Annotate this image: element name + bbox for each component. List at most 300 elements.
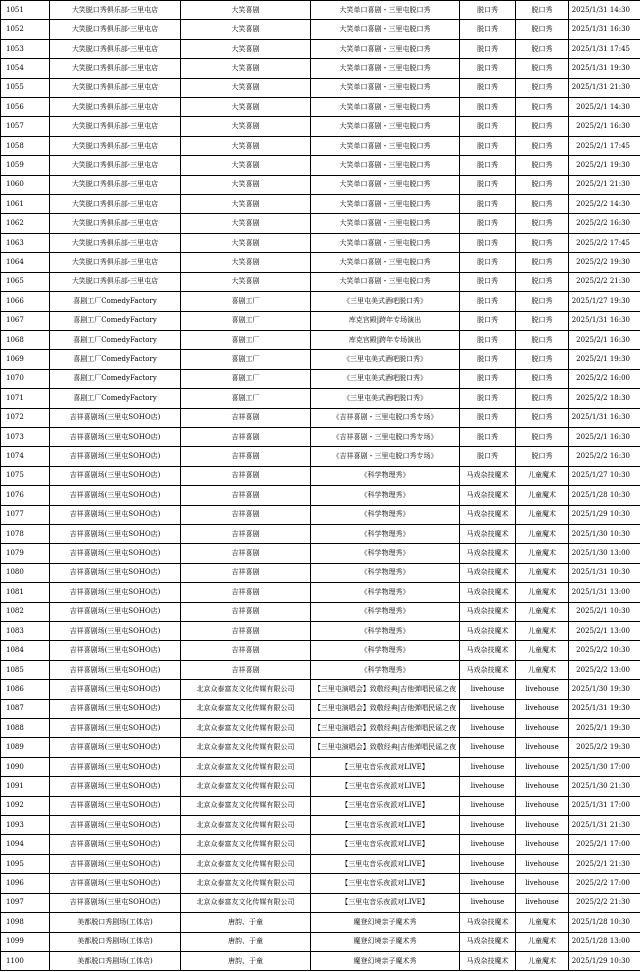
- organizer-cell: 吉祥喜剧: [181, 447, 311, 466]
- row-id: 1064: [1, 253, 50, 272]
- show-cell: 大笑单口喜剧・三里屯脱口秀: [311, 214, 460, 233]
- row-id: 1068: [1, 330, 50, 349]
- time-cell: 2025/2/2 19:30: [569, 738, 640, 757]
- row-id: 1072: [1, 408, 50, 427]
- show-cell: 【三里屯音乐夜派对LIVE】: [311, 874, 460, 893]
- subcategory-cell: 脱口秀: [516, 78, 569, 97]
- row-id: 1092: [1, 796, 50, 815]
- category-cell: livehouse: [460, 874, 516, 893]
- category-cell: 马戏杂技魔术: [460, 660, 516, 679]
- time-cell: 2025/2/1 21:30: [569, 175, 640, 194]
- table-row: [1, 59, 640, 78]
- category-cell: 脱口秀: [460, 447, 516, 466]
- venue-cell: 吉祥喜剧场(三里屯SOHO店): [50, 524, 181, 543]
- row-id: 1093: [1, 816, 50, 835]
- organizer-cell: 大笑喜剧: [181, 1, 311, 20]
- table-row: [1, 39, 640, 58]
- table-row: [1, 854, 640, 873]
- table-row: [1, 699, 640, 718]
- time-cell: 2025/2/2 18:30: [569, 389, 640, 408]
- organizer-cell: 大笑喜剧: [181, 98, 311, 117]
- organizer-cell: 喜剧工厂: [181, 292, 311, 311]
- organizer-cell: 吉祥喜剧: [181, 563, 311, 582]
- table-row: [1, 369, 640, 388]
- row-id: 1096: [1, 874, 50, 893]
- row-id: 1060: [1, 175, 50, 194]
- subcategory-cell: 儿童魔术: [516, 466, 569, 485]
- show-cell: 【三里屯演唱会】致敬经典|吉他弹唱民谣之夜: [311, 699, 460, 718]
- time-cell: 2025/1/31 17:00: [569, 796, 640, 815]
- venue-cell: 吉祥喜剧场(三里屯SOHO店): [50, 544, 181, 563]
- venue-cell: 美都脱口秀剧场(工体店): [50, 951, 181, 970]
- time-cell: 2025/1/29 10:30: [569, 505, 640, 524]
- subcategory-cell: 脱口秀: [516, 350, 569, 369]
- table-row: [1, 583, 640, 602]
- table-row: [1, 893, 640, 912]
- table-row: [1, 156, 640, 175]
- time-cell: 2025/1/29 10:30: [569, 951, 640, 970]
- time-cell: 2025/1/31 13:00: [569, 583, 640, 602]
- venue-cell: 吉祥喜剧场(三里屯SOHO店): [50, 447, 181, 466]
- organizer-cell: 大笑喜剧: [181, 20, 311, 39]
- table-row: [1, 486, 640, 505]
- category-cell: 脱口秀: [460, 408, 516, 427]
- time-cell: 2025/1/30 17:00: [569, 757, 640, 776]
- organizer-cell: 大笑喜剧: [181, 272, 311, 291]
- subcategory-cell: livehouse: [516, 757, 569, 776]
- show-cell: 大笑单口喜剧・三里屯脱口秀: [311, 272, 460, 291]
- table-row: [1, 350, 640, 369]
- subcategory-cell: 脱口秀: [516, 175, 569, 194]
- subcategory-cell: 脱口秀: [516, 39, 569, 58]
- venue-cell: 大笑脱口秀俱乐部-三里屯店: [50, 156, 181, 175]
- show-cell: 大笑单口喜剧・三里屯脱口秀: [311, 136, 460, 155]
- organizer-cell: 大笑喜剧: [181, 214, 311, 233]
- time-cell: 2025/1/31 19:30: [569, 699, 640, 718]
- venue-cell: 吉祥喜剧场(三里屯SOHO店): [50, 738, 181, 757]
- show-cell: 《科学物理秀》: [311, 563, 460, 582]
- venue-cell: 大笑脱口秀俱乐部-三里屯店: [50, 98, 181, 117]
- venue-cell: 大笑脱口秀俱乐部-三里屯店: [50, 136, 181, 155]
- table-row: [1, 78, 640, 97]
- organizer-cell: 唐韵、于童: [181, 932, 311, 951]
- show-cell: 大笑单口喜剧・三里屯脱口秀: [311, 195, 460, 214]
- organizer-cell: 北京众泰富友文化传媒有限公司: [181, 854, 311, 873]
- venue-cell: 大笑脱口秀俱乐部-三里屯店: [50, 253, 181, 272]
- table-row: [1, 389, 640, 408]
- subcategory-cell: 脱口秀: [516, 59, 569, 78]
- subcategory-cell: 儿童魔术: [516, 932, 569, 951]
- table-row: [1, 932, 640, 951]
- category-cell: 脱口秀: [460, 350, 516, 369]
- venue-cell: 吉祥喜剧场(三里屯SOHO店): [50, 427, 181, 446]
- show-cell: 【三里屯音乐夜派对LIVE】: [311, 796, 460, 815]
- row-id: 1076: [1, 486, 50, 505]
- show-cell: 【三里屯音乐夜派对LIVE】: [311, 777, 460, 796]
- subcategory-cell: 儿童魔术: [516, 660, 569, 679]
- category-cell: 脱口秀: [460, 39, 516, 58]
- subcategory-cell: 儿童魔术: [516, 602, 569, 621]
- row-id: 1077: [1, 505, 50, 524]
- time-cell: 2025/1/31 21:30: [569, 78, 640, 97]
- row-id: 1085: [1, 660, 50, 679]
- table-row: [1, 195, 640, 214]
- row-id: 1066: [1, 292, 50, 311]
- category-cell: livehouse: [460, 777, 516, 796]
- category-cell: 马戏杂技魔术: [460, 544, 516, 563]
- category-cell: livehouse: [460, 854, 516, 873]
- table-row: [1, 272, 640, 291]
- time-cell: 2025/2/2 17:45: [569, 233, 640, 252]
- organizer-cell: 喜剧工厂: [181, 330, 311, 349]
- row-id: 1069: [1, 350, 50, 369]
- table-row: [1, 796, 640, 815]
- subcategory-cell: livehouse: [516, 738, 569, 757]
- time-cell: 2025/1/31 16:30: [569, 311, 640, 330]
- show-cell: 【三里屯音乐夜派对LIVE】: [311, 757, 460, 776]
- organizer-cell: 北京众泰富友文化传媒有限公司: [181, 777, 311, 796]
- table-row: [1, 757, 640, 776]
- show-cell: 《科学物理秀》: [311, 466, 460, 485]
- table-row: [1, 175, 640, 194]
- venue-cell: 大笑脱口秀俱乐部-三里屯店: [50, 20, 181, 39]
- organizer-cell: 唐韵、于童: [181, 951, 311, 970]
- show-cell: 【三里屯演唱会】致敬经典|吉他弹唱民谣之夜: [311, 738, 460, 757]
- category-cell: 脱口秀: [460, 253, 516, 272]
- subcategory-cell: 脱口秀: [516, 311, 569, 330]
- venue-cell: 吉祥喜剧场(三里屯SOHO店): [50, 486, 181, 505]
- show-cell: 大笑单口喜剧・三里屯脱口秀: [311, 253, 460, 272]
- show-cell: 【三里屯音乐夜派对LIVE】: [311, 854, 460, 873]
- table-row: [1, 292, 640, 311]
- row-id: 1054: [1, 59, 50, 78]
- table-row: [1, 641, 640, 660]
- table-row: [1, 913, 640, 932]
- time-cell: 2025/1/27 10:30: [569, 466, 640, 485]
- organizer-cell: 吉祥喜剧: [181, 408, 311, 427]
- subcategory-cell: livehouse: [516, 874, 569, 893]
- show-cell: 《三里屯美式酒吧脱口秀》: [311, 350, 460, 369]
- table-row: [1, 680, 640, 699]
- venue-cell: 喜剧工厂ComedyFactory: [50, 369, 181, 388]
- time-cell: 2025/1/31 17:45: [569, 39, 640, 58]
- row-id: 1051: [1, 1, 50, 20]
- subcategory-cell: 脱口秀: [516, 292, 569, 311]
- subcategory-cell: 儿童魔术: [516, 622, 569, 641]
- venue-cell: 吉祥喜剧场(三里屯SOHO店): [50, 563, 181, 582]
- category-cell: 脱口秀: [460, 389, 516, 408]
- venue-cell: 吉祥喜剧场(三里屯SOHO店): [50, 835, 181, 854]
- time-cell: 2025/2/1 16:30: [569, 427, 640, 446]
- venue-cell: 吉祥喜剧场(三里屯SOHO店): [50, 719, 181, 738]
- show-cell: 大笑单口喜剧・三里屯脱口秀: [311, 117, 460, 136]
- subcategory-cell: 脱口秀: [516, 136, 569, 155]
- show-cell: 大笑单口喜剧・三里屯脱口秀: [311, 1, 460, 20]
- category-cell: 脱口秀: [460, 427, 516, 446]
- venue-cell: 美都脱口秀剧场(工体店): [50, 913, 181, 932]
- row-id: 1095: [1, 854, 50, 873]
- show-cell: 《科学物理秀》: [311, 622, 460, 641]
- row-id: 1071: [1, 389, 50, 408]
- venue-cell: 吉祥喜剧场(三里屯SOHO店): [50, 796, 181, 815]
- venue-cell: 美都脱口秀剧场(工体店): [50, 932, 181, 951]
- venue-cell: 吉祥喜剧场(三里屯SOHO店): [50, 816, 181, 835]
- show-cell: 大笑单口喜剧・三里屯脱口秀: [311, 98, 460, 117]
- organizer-cell: 北京众泰富友文化传媒有限公司: [181, 719, 311, 738]
- table-row: [1, 738, 640, 757]
- organizer-cell: 北京众泰富友文化传媒有限公司: [181, 816, 311, 835]
- time-cell: 2025/2/1 19:30: [569, 719, 640, 738]
- show-cell: 《三里屯美式酒吧脱口秀》: [311, 369, 460, 388]
- row-id: 1070: [1, 369, 50, 388]
- time-cell: 2025/2/2 16:30: [569, 214, 640, 233]
- show-cell: 《科学物理秀》: [311, 602, 460, 621]
- time-cell: 2025/2/2 21:30: [569, 893, 640, 912]
- row-id: 1089: [1, 738, 50, 757]
- table-row: [1, 719, 640, 738]
- subcategory-cell: 脱口秀: [516, 253, 569, 272]
- row-id: 1087: [1, 699, 50, 718]
- subcategory-cell: 脱口秀: [516, 195, 569, 214]
- organizer-cell: 吉祥喜剧: [181, 466, 311, 485]
- row-id: 1074: [1, 447, 50, 466]
- organizer-cell: 吉祥喜剧: [181, 544, 311, 563]
- category-cell: livehouse: [460, 796, 516, 815]
- venue-cell: 吉祥喜剧场(三里屯SOHO店): [50, 505, 181, 524]
- table-row: [1, 20, 640, 39]
- venue-cell: 大笑脱口秀俱乐部-三里屯店: [50, 233, 181, 252]
- venue-cell: 吉祥喜剧场(三里屯SOHO店): [50, 583, 181, 602]
- show-cell: 【三里屯演唱会】致敬经典|吉他弹唱民谣之夜: [311, 719, 460, 738]
- time-cell: 2025/2/1 21:30: [569, 854, 640, 873]
- category-cell: 脱口秀: [460, 233, 516, 252]
- show-cell: 魔登幻境亲子魔术秀: [311, 951, 460, 970]
- organizer-cell: 大笑喜剧: [181, 59, 311, 78]
- show-cell: 【三里屯音乐夜派对LIVE】: [311, 816, 460, 835]
- venue-cell: 喜剧工厂ComedyFactory: [50, 292, 181, 311]
- category-cell: 脱口秀: [460, 214, 516, 233]
- subcategory-cell: 脱口秀: [516, 1, 569, 20]
- venue-cell: 大笑脱口秀俱乐部-三里屯店: [50, 214, 181, 233]
- subcategory-cell: 脱口秀: [516, 98, 569, 117]
- venue-cell: 大笑脱口秀俱乐部-三里屯店: [50, 175, 181, 194]
- category-cell: livehouse: [460, 680, 516, 699]
- row-id: 1073: [1, 427, 50, 446]
- organizer-cell: 北京众泰富友文化传媒有限公司: [181, 796, 311, 815]
- subcategory-cell: 脱口秀: [516, 156, 569, 175]
- show-cell: 《科学物理秀》: [311, 505, 460, 524]
- category-cell: 马戏杂技魔术: [460, 913, 516, 932]
- subcategory-cell: livehouse: [516, 796, 569, 815]
- show-cell: 大笑单口喜剧・三里屯脱口秀: [311, 39, 460, 58]
- organizer-cell: 大笑喜剧: [181, 195, 311, 214]
- time-cell: 2025/2/2 19:30: [569, 253, 640, 272]
- time-cell: 2025/1/27 19:30: [569, 292, 640, 311]
- show-cell: 《吉祥喜剧・三里屯脱口秀专场》: [311, 447, 460, 466]
- time-cell: 2025/1/31 16:30: [569, 408, 640, 427]
- show-cell: 【三里屯演唱会】致敬经典|吉他弹唱民谣之夜: [311, 680, 460, 699]
- time-cell: 2025/2/2 16:00: [569, 369, 640, 388]
- category-cell: livehouse: [460, 835, 516, 854]
- show-cell: 《科学物理秀》: [311, 524, 460, 543]
- category-cell: livehouse: [460, 738, 516, 757]
- organizer-cell: 北京众泰富友文化传媒有限公司: [181, 835, 311, 854]
- venue-cell: 大笑脱口秀俱乐部-三里屯店: [50, 39, 181, 58]
- organizer-cell: 喜剧工厂: [181, 389, 311, 408]
- organizer-cell: 喜剧工厂: [181, 350, 311, 369]
- show-cell: 大笑单口喜剧・三里屯脱口秀: [311, 20, 460, 39]
- time-cell: 2025/2/1 19:30: [569, 156, 640, 175]
- category-cell: 脱口秀: [460, 59, 516, 78]
- time-cell: 2025/2/2 16:30: [569, 447, 640, 466]
- table-row: [1, 524, 640, 543]
- time-cell: 2025/2/2 17:00: [569, 874, 640, 893]
- table-body: [1, 1, 640, 971]
- category-cell: 脱口秀: [460, 330, 516, 349]
- organizer-cell: 大笑喜剧: [181, 175, 311, 194]
- row-id: 1091: [1, 777, 50, 796]
- time-cell: 2025/1/28 13:00: [569, 932, 640, 951]
- category-cell: 脱口秀: [460, 292, 516, 311]
- time-cell: 2025/1/30 13:00: [569, 544, 640, 563]
- category-cell: livehouse: [460, 719, 516, 738]
- organizer-cell: 大笑喜剧: [181, 117, 311, 136]
- subcategory-cell: 脱口秀: [516, 233, 569, 252]
- table-row: [1, 777, 640, 796]
- organizer-cell: 吉祥喜剧: [181, 524, 311, 543]
- row-id: 1075: [1, 466, 50, 485]
- category-cell: 脱口秀: [460, 175, 516, 194]
- row-id: 1061: [1, 195, 50, 214]
- subcategory-cell: 儿童魔术: [516, 544, 569, 563]
- row-id: 1088: [1, 719, 50, 738]
- organizer-cell: 大笑喜剧: [181, 39, 311, 58]
- category-cell: 脱口秀: [460, 369, 516, 388]
- category-cell: 脱口秀: [460, 136, 516, 155]
- show-cell: 《科学物理秀》: [311, 660, 460, 679]
- show-cell: 【三里屯音乐夜派对LIVE】: [311, 893, 460, 912]
- row-id: 1053: [1, 39, 50, 58]
- table-row: [1, 563, 640, 582]
- row-id: 1082: [1, 602, 50, 621]
- venue-cell: 吉祥喜剧场(三里屯SOHO店): [50, 641, 181, 660]
- organizer-cell: 大笑喜剧: [181, 156, 311, 175]
- category-cell: 马戏杂技魔术: [460, 602, 516, 621]
- row-id: 1058: [1, 136, 50, 155]
- venue-cell: 吉祥喜剧场(三里屯SOHO店): [50, 874, 181, 893]
- subcategory-cell: 儿童魔术: [516, 913, 569, 932]
- table-row: [1, 253, 640, 272]
- organizer-cell: 大笑喜剧: [181, 136, 311, 155]
- category-cell: 脱口秀: [460, 78, 516, 97]
- category-cell: 马戏杂技魔术: [460, 563, 516, 582]
- venue-cell: 吉祥喜剧场(三里屯SOHO店): [50, 602, 181, 621]
- subcategory-cell: livehouse: [516, 680, 569, 699]
- subcategory-cell: 儿童魔术: [516, 951, 569, 970]
- category-cell: 脱口秀: [460, 117, 516, 136]
- organizer-cell: 北京众泰富友文化传媒有限公司: [181, 699, 311, 718]
- category-cell: 脱口秀: [460, 1, 516, 20]
- table-row: [1, 835, 640, 854]
- subcategory-cell: livehouse: [516, 816, 569, 835]
- venue-cell: 大笑脱口秀俱乐部-三里屯店: [50, 117, 181, 136]
- row-id: 1057: [1, 117, 50, 136]
- venue-cell: 吉祥喜剧场(三里屯SOHO店): [50, 757, 181, 776]
- subcategory-cell: 脱口秀: [516, 447, 569, 466]
- show-cell: 《三里屯美式酒吧脱口秀》: [311, 389, 460, 408]
- row-id: 1100: [1, 951, 50, 970]
- subcategory-cell: livehouse: [516, 777, 569, 796]
- row-id: 1055: [1, 78, 50, 97]
- row-id: 1094: [1, 835, 50, 854]
- organizer-cell: 北京众泰富友文化传媒有限公司: [181, 757, 311, 776]
- time-cell: 2025/1/31 14:30: [569, 1, 640, 20]
- venue-cell: 吉祥喜剧场(三里屯SOHO店): [50, 854, 181, 873]
- show-cell: 《吉祥喜剧・三里屯脱口秀专场》: [311, 427, 460, 446]
- row-id: 1098: [1, 913, 50, 932]
- row-id: 1086: [1, 680, 50, 699]
- time-cell: 2025/1/31 19:30: [569, 59, 640, 78]
- category-cell: 马戏杂技魔术: [460, 466, 516, 485]
- time-cell: 2025/2/1 17:45: [569, 136, 640, 155]
- table-row: [1, 660, 640, 679]
- subcategory-cell: 脱口秀: [516, 117, 569, 136]
- organizer-cell: 喜剧工厂: [181, 311, 311, 330]
- table-row: [1, 505, 640, 524]
- table-row: [1, 136, 640, 155]
- subcategory-cell: 儿童魔术: [516, 563, 569, 582]
- category-cell: 马戏杂技魔术: [460, 622, 516, 641]
- show-cell: 《科学物理秀》: [311, 583, 460, 602]
- category-cell: 马戏杂技魔术: [460, 641, 516, 660]
- time-cell: 2025/1/28 10:30: [569, 486, 640, 505]
- show-cell: 大笑单口喜剧・三里屯脱口秀: [311, 233, 460, 252]
- subcategory-cell: 脱口秀: [516, 369, 569, 388]
- organizer-cell: 吉祥喜剧: [181, 427, 311, 446]
- table-row: [1, 874, 640, 893]
- show-cell: 大笑单口喜剧・三里屯脱口秀: [311, 59, 460, 78]
- category-cell: livehouse: [460, 699, 516, 718]
- show-cell: 《科学物理秀》: [311, 486, 460, 505]
- category-cell: 脱口秀: [460, 98, 516, 117]
- organizer-cell: 北京众泰富友文化传媒有限公司: [181, 680, 311, 699]
- time-cell: 2025/1/30 21:30: [569, 777, 640, 796]
- time-cell: 2025/1/30 19:30: [569, 680, 640, 699]
- table-row: [1, 466, 640, 485]
- row-id: 1097: [1, 893, 50, 912]
- time-cell: 2025/2/1 16:30: [569, 330, 640, 349]
- organizer-cell: 大笑喜剧: [181, 233, 311, 252]
- time-cell: 2025/2/1 14:30: [569, 98, 640, 117]
- venue-cell: 喜剧工厂ComedyFactory: [50, 311, 181, 330]
- category-cell: 马戏杂技魔术: [460, 583, 516, 602]
- organizer-cell: 吉祥喜剧: [181, 660, 311, 679]
- subcategory-cell: 儿童魔术: [516, 524, 569, 543]
- row-id: 1059: [1, 156, 50, 175]
- row-id: 1081: [1, 583, 50, 602]
- organizer-cell: 北京众泰富友文化传媒有限公司: [181, 738, 311, 757]
- table-row: [1, 233, 640, 252]
- category-cell: livehouse: [460, 893, 516, 912]
- table-row: [1, 602, 640, 621]
- table-row: [1, 98, 640, 117]
- category-cell: 脱口秀: [460, 156, 516, 175]
- subcategory-cell: livehouse: [516, 699, 569, 718]
- subcategory-cell: 脱口秀: [516, 20, 569, 39]
- show-cell: 大笑单口喜剧・三里屯脱口秀: [311, 156, 460, 175]
- table-row: [1, 330, 640, 349]
- row-id: 1090: [1, 757, 50, 776]
